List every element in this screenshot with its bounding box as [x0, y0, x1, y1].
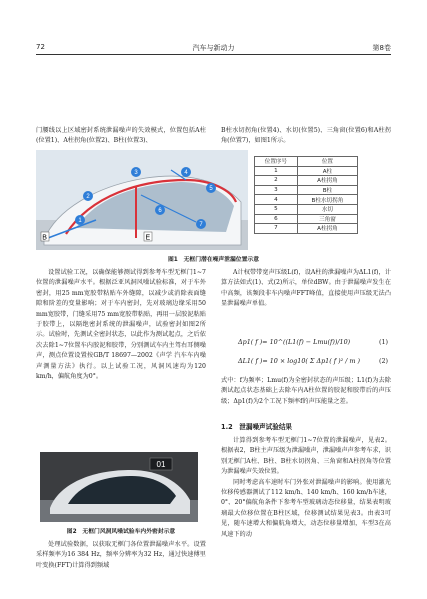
table-cell: 2	[255, 176, 298, 186]
callout-4: 4	[184, 170, 188, 177]
callout-7: 7	[199, 222, 203, 229]
wind-tunnel-photo	[40, 452, 198, 522]
figure-2-caption: 图2 无框门风洞风噪试验车内外密封示意	[66, 529, 176, 535]
right-results-paragraph	[221, 436, 391, 540]
table-row	[255, 224, 358, 234]
table-cell: 3	[255, 185, 298, 195]
right-definitions-paragraph	[221, 376, 391, 407]
left-body-paragraph	[36, 268, 206, 382]
section-heading: 1.2 泄漏噪声试验结果	[221, 423, 293, 431]
callout-5: 5	[209, 186, 213, 193]
vehicle-label-b: B	[42, 234, 47, 242]
table-cell: B柱	[297, 185, 357, 195]
right-intro-paragraph	[221, 126, 391, 147]
journal-title: 汽车与新动力	[192, 44, 235, 52]
table-cell: 6	[255, 214, 298, 224]
table-cell: A柱拐角	[297, 224, 357, 234]
table-cell: 水切	[297, 204, 357, 214]
right-body-paragraph	[221, 268, 391, 310]
table-header-row	[255, 157, 358, 167]
table-cell: A柱拐角	[297, 176, 357, 186]
running-header	[36, 40, 391, 55]
equation-1: Δp1( f )= 10^((L1(f) − Lmu(f))/10)	[238, 338, 351, 346]
table-cell: 三角窗	[297, 214, 357, 224]
body-text-bottom: 处理试验数据，以获取无框门各位置泄漏噪声水平。设置采样频率为16 384 Hz，频率分辨率为32 Hz，通过快速傅里叶变换(FFT)计算得到频域	[36, 541, 206, 569]
vehicle-photo	[36, 150, 248, 250]
callout-2: 2	[86, 194, 90, 201]
table-row	[255, 214, 358, 224]
table-header-cell: 位置	[297, 157, 357, 167]
car-number-plate: 01	[156, 460, 166, 469]
callout-3: 3	[134, 170, 138, 177]
table-row	[255, 204, 358, 214]
equation-2: ΔL1( f )= 10 × log10( Σ Δp1( f )² / m )	[238, 357, 361, 365]
equation-2-number: (2)	[379, 357, 389, 365]
table-cell: A柱	[297, 166, 357, 176]
equation-definitions: 式中：f为频率；Lmu(f)为全密封状态的声压级；L1(f)为去除测试起点状态基础上去除车内A柱位置的胶泥和胶带后的声压级；Δp1(f)为2个工况下频率f的声压能量之差。	[221, 377, 391, 405]
body-text-right: A计权带带宽声压级L(f)，设A柱的泄漏噪声为ΔL1(f)，计算方法如式(1)、式(2)所示，单位dBW。由于泄漏噪声发生在中高频，该频段非车内噪声FFT峰值，直接使用声压级无法凸显泄漏噪声单值。	[221, 269, 391, 308]
table-cell: 7	[255, 224, 298, 234]
vehicle-label-e: E	[145, 234, 151, 242]
table-cell: 1	[255, 166, 298, 176]
figure-2-image	[40, 452, 198, 522]
results-text: 计算得到参考车型无框门1~7位置的泄漏噪声，见表2。根据表2，B柱主声压级为泄漏噪声，泄漏噪声声参考车求，识别无框门A柱、B柱、B柱水切拐角、三角窗和A柱拐角等位置为泄漏噪声失效位置。	[221, 437, 391, 476]
intro-text-right: B柱水切拐角(位置4)、水切(位置5)、三角窗(位置6)和A柱拐角(位置7)，如图1所示。	[221, 127, 391, 145]
results-text-2: 同时考虑高车速时车门外张对泄漏噪声的影响。使用激光位移传感器测试了112 km/h、140 km/h、160 km/h车速，0°、20°偏航角条件下参考车型玻璃动态位移量，结果表明玻璃最大位移位置在B柱区域，位移测试结果见表3。由表3可见，随车速增大和偏航角增大，动态位移量增加，车型3在高风速下的动	[221, 478, 391, 538]
callout-1: 1	[78, 218, 82, 225]
position-table	[254, 156, 358, 234]
left-intro-paragraph	[36, 126, 206, 147]
volume-label: 第8卷	[372, 44, 391, 52]
table-cell: B柱水切拐角	[297, 195, 357, 205]
intro-text: 门腰线以上区域密封系统泄漏噪声的失效模式，位置包括A柱(位置1)、A柱拐角(位置2)、B柱(位置3)、	[36, 127, 206, 145]
figure-1-caption: 图1 无框门潜在噪声泄漏位置示意	[168, 257, 259, 263]
figure-1-image	[36, 150, 248, 250]
table-cell: 5	[255, 204, 298, 214]
body-text: 设置试验工况，以确保能够测试得到参考车型无框门1~7位置的泄漏噪声水平。根据泛亚风洞风噪试验标准，对于车外密封，用25 mm宽胶带粘贴车外缝隙，以减少或消除表面缝隙和阶差的变量影响；对于车内密封，先对玻璃边缘采用50 mm宽胶带，门缝采用75 mm宽胶带粘贴，再用一层胶泥粘贴于胶带上，以隔绝密封系统的泄漏噪声，试验密封如图2所示。试验时，先测试全密封状态，以此作为测试起点，之后依次去除1~7位置车内胶泥和胶带，分别测试车内主驾右耳侧噪声，测点位置设置按GB/T 18697—2002《声学 汽车车内噪声测量方法》执行。以上试验工况，风洞风速均为120 km/h，偏航角度为0°。	[36, 269, 206, 381]
table-header-cell: 位置序号	[255, 157, 298, 167]
page-number: 72	[36, 43, 45, 51]
table-row	[255, 195, 358, 205]
left-bottom-paragraph	[36, 540, 206, 571]
equation-1-number: (1)	[379, 338, 389, 346]
table-row	[255, 166, 358, 176]
table-row	[255, 176, 358, 186]
table-row	[255, 185, 358, 195]
callout-6: 6	[158, 208, 162, 215]
table-cell: 4	[255, 195, 298, 205]
